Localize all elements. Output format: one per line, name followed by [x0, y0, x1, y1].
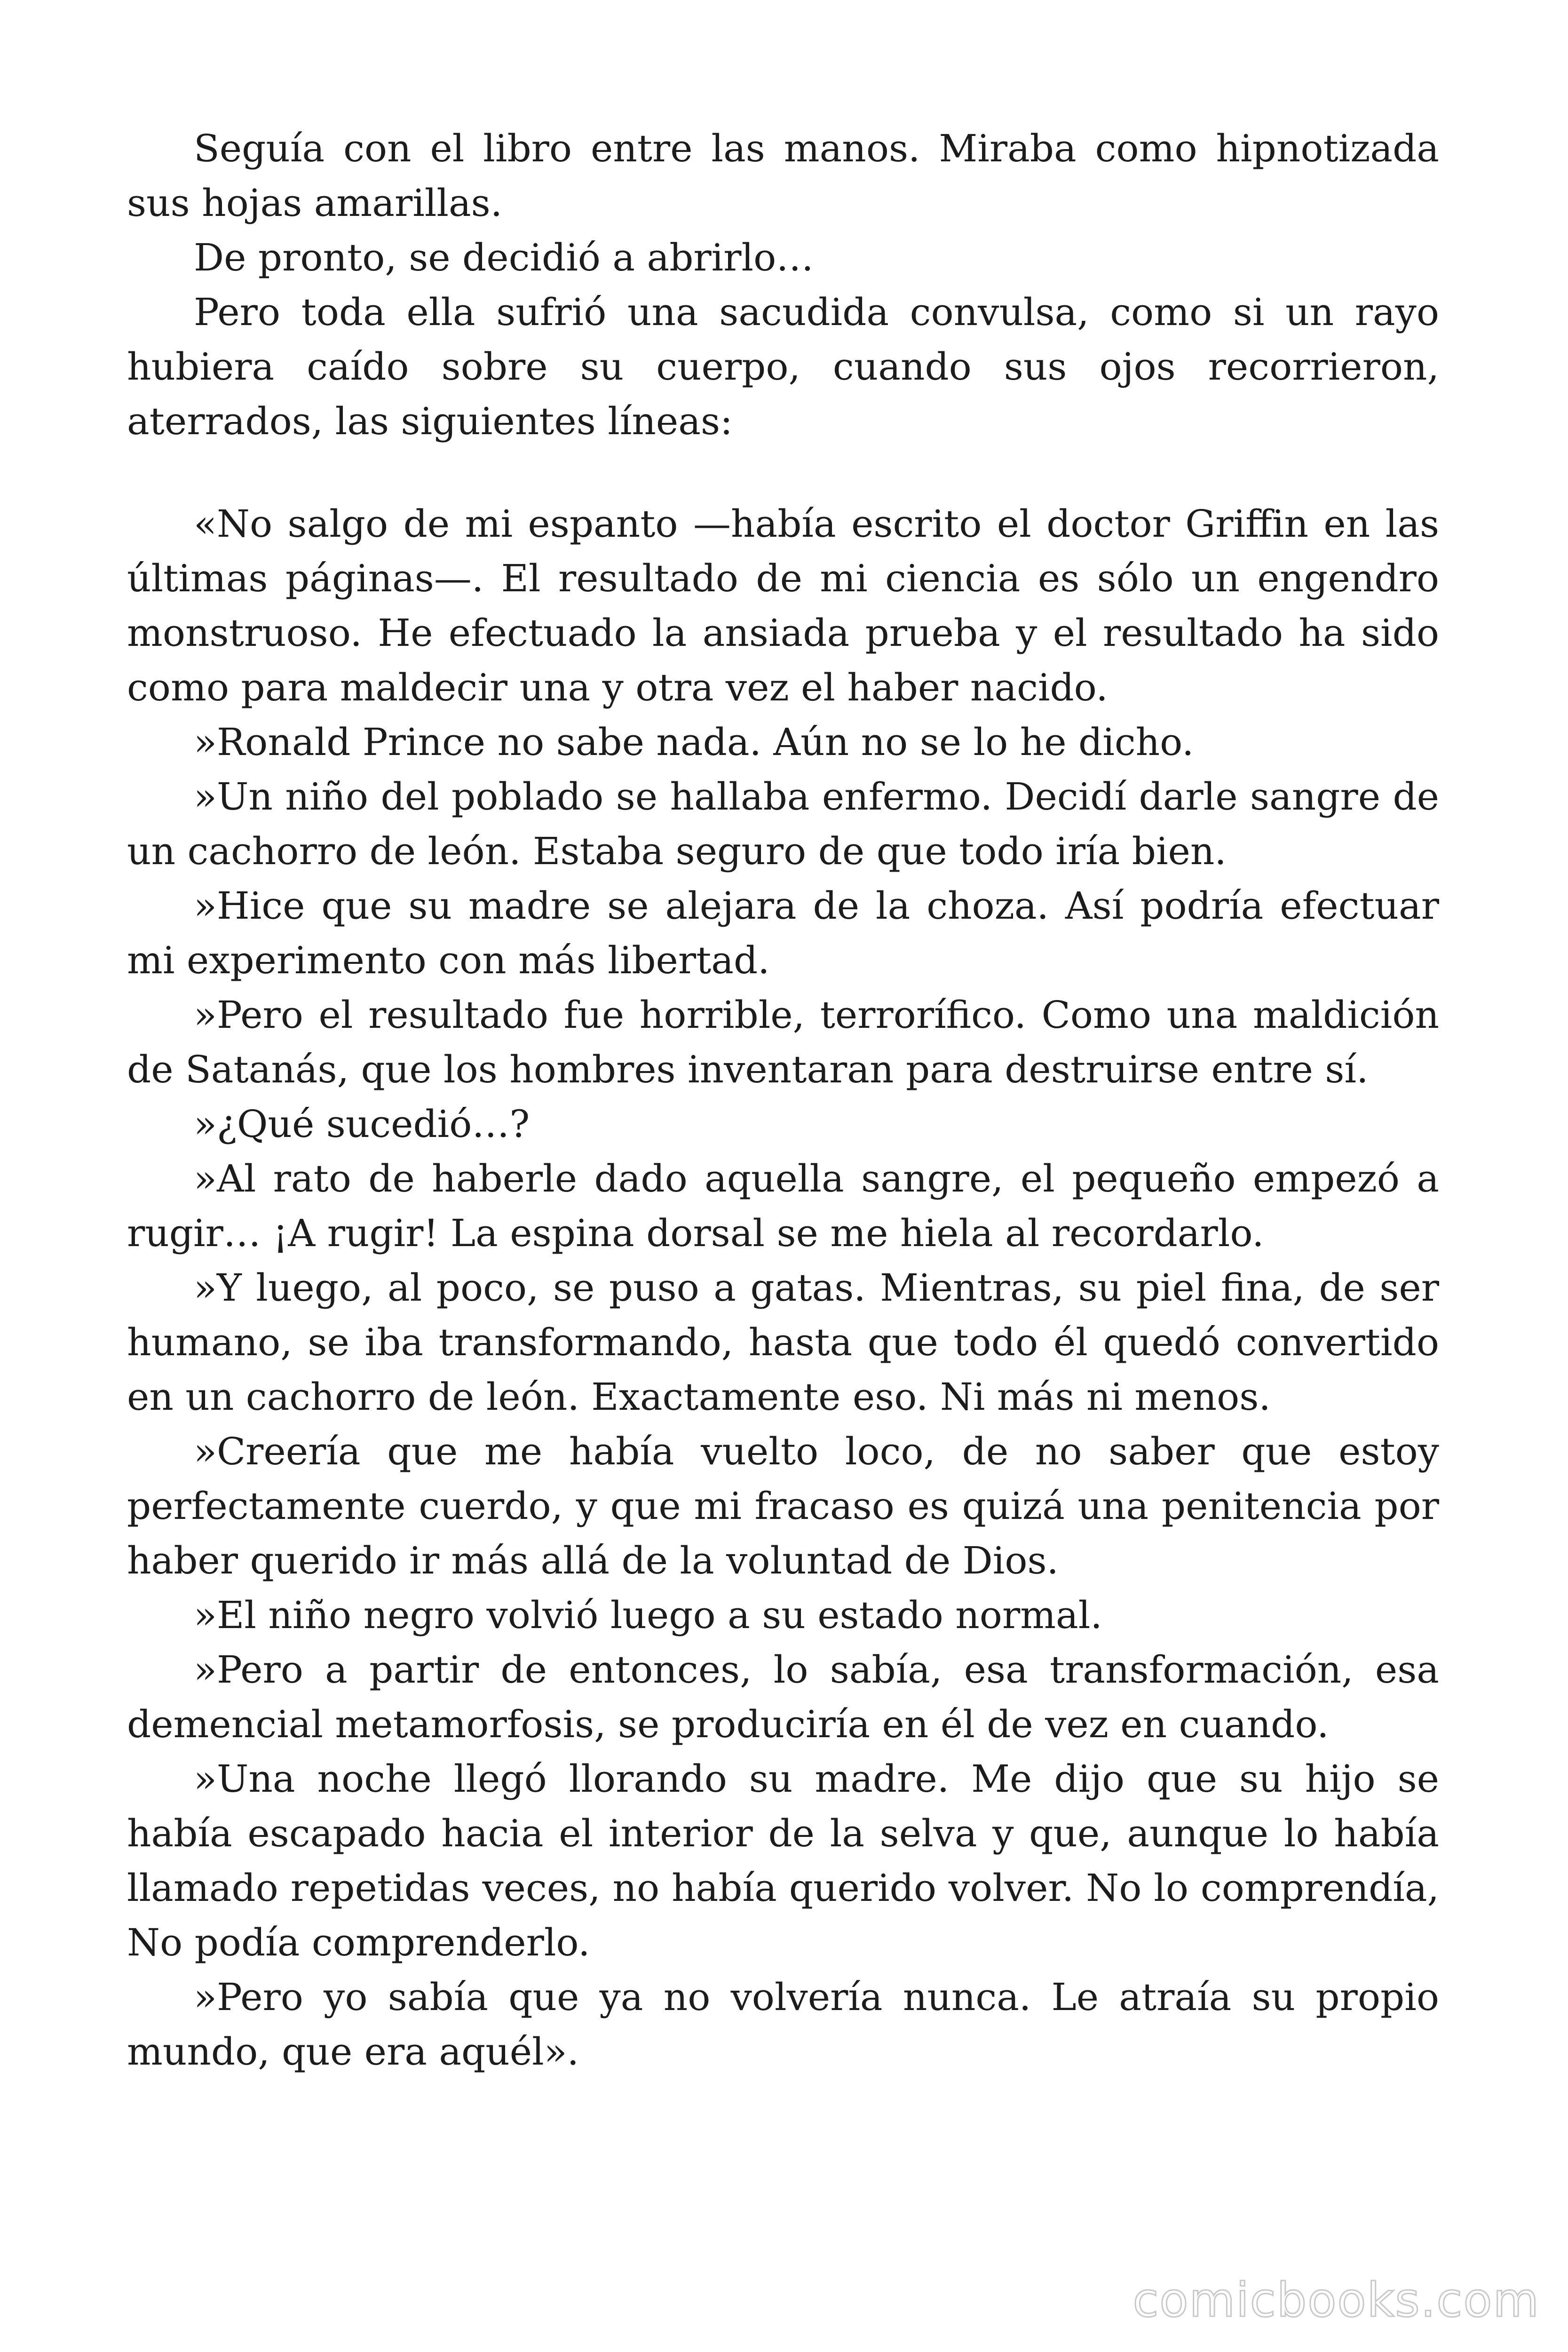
quote-paragraph: »¿Qué sucedió…?: [194, 1102, 530, 1146]
quote-paragraph: »Ronald Prince no sabe nada. Aún no se lo he dicho.: [194, 720, 1194, 764]
quote-paragraph: »Pero yo sabía que ya no volvería nunca. Le atraía su propio mundo, que era aquél».: [127, 1975, 1439, 2074]
quote-paragraph: »Un niño del poblado se hallaba enfermo. Decidí darle sangre de un cachorro de león. Estaba seguro de que todo iría bien.: [127, 775, 1439, 873]
book-page: [127, 121, 1439, 2079]
quote-paragraph: »Una noche llegó llorando su madre. Me dijo que su hijo se había escapado hacia el interior de la selva y que, aunque lo había llamado repetidas veces, no había querido volver. No lo comprendía, No podía comprenderlo.: [127, 1757, 1439, 1964]
quote-paragraph: »Pero a partir de entonces, lo sabía, esa transformación, esa demencial metamorfosis, se produciría en él de vez en cuando.: [127, 1648, 1439, 1746]
paragraph: Pero toda ella sufrió una sacudida convulsa, como si un rayo hubiera caído sobre su cuerpo, cuando sus ojos recorrieron, aterrados, las siguientes líneas:: [127, 290, 1439, 443]
quote-paragraph: »El niño negro volvió luego a su estado normal.: [194, 1593, 1102, 1637]
quote-paragraph: «No salgo de mi espanto —había escrito el doctor Griffin en las últimas páginas—. El resultado de mi ciencia es sólo un engendro monstruoso. He efectuado la ansiada prueba y el resultado ha sido como para maldecir una y otra vez el haber nacido.: [127, 502, 1439, 709]
watermark: comicbooks.com: [1132, 2273, 1540, 2328]
quote-paragraph: »Creería que me había vuelto loco, de no saber que estoy perfectamente cuerdo, y que mi fracaso es quizá una penitencia por haber querido ir más allá de la voluntad de Dios.: [127, 1430, 1439, 1582]
quote-paragraph: »Pero el resultado fue horrible, terrorífico. Como una maldición de Satanás, que los hombres inventaran para destruirse entre sí.: [127, 993, 1439, 1091]
quote-paragraph: »Al rato de haberle dado aquella sangre, el pequeño empezó a rugir… ¡A rugir! La espina dorsal se me hiela al recordarlo.: [127, 1157, 1439, 1255]
paragraph: Seguía con el libro entre las manos. Miraba como hipnotizada sus hojas amarillas.: [127, 127, 1439, 225]
section-break: [127, 449, 1439, 497]
paragraph: De pronto, se decidió a abrirlo…: [194, 236, 814, 279]
quote-paragraph: »Hice que su madre se alejara de la choza. Así podría efectuar mi experimento con más libertad.: [127, 884, 1439, 982]
quote-paragraph: »Y luego, al poco, se puso a gatas. Mientras, su piel fina, de ser humano, se iba transformando, hasta que todo él quedó convertido en un cachorro de león. Exactamente eso. Ni más ni menos.: [127, 1266, 1439, 1419]
